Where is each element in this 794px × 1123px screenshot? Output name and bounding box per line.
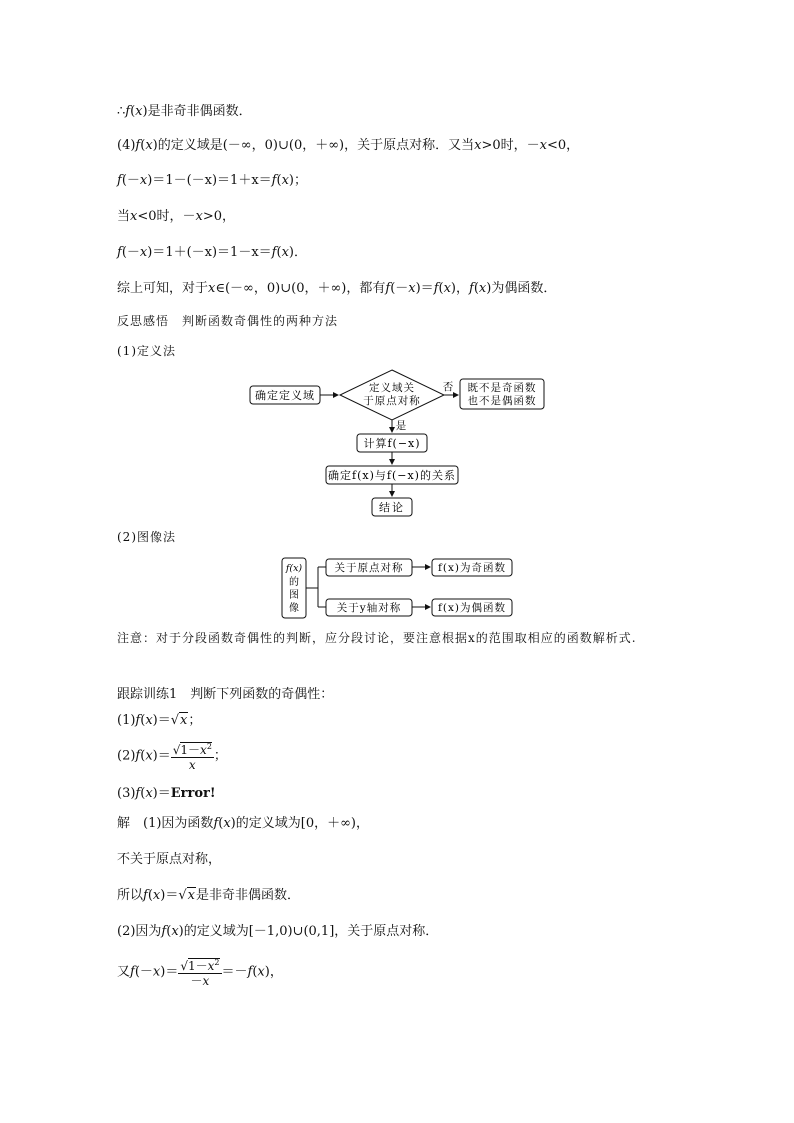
note-paragraph: 注意：对于分段函数奇偶性的判断，应分段讨论，要注意根据x的范围取相应的函数解析式. (117, 631, 637, 645)
exercise-q3: (3)f(x)＝Error! (117, 786, 216, 801)
method-definition-label: (1)定义法 (117, 344, 176, 358)
svg-text:像: 像 (289, 603, 299, 614)
line-equation-2: f(－x)＝1＋(－x)＝1－x＝f(x)． (117, 245, 307, 260)
line-conclusion-3: ∴f(x)是非奇非偶函数． (117, 104, 252, 119)
exercise-q2: (2)f(x)＝ $\frac{√1-x^2}{x}$ ； (117, 742, 227, 772)
line-case-2: 当x<0时，－x>0， (117, 209, 236, 224)
svg-text:也不是偶函数: 也不是偶函数 (467, 395, 537, 407)
line-summary: 综上可知，对于x∈(－∞，0)∪(0，＋∞)，都有f(－x)＝f(x)，f(x)为偶函数． (117, 281, 557, 296)
line-part-4: (4)f(x)的定义域是(－∞，0)∪(0，＋∞)，关于原点对称．又当x>0时，－x<0， (117, 138, 580, 153)
svg-text:既不是奇函数: 既不是奇函数 (467, 382, 537, 394)
exercise-title: 跟踪训练1 判断下列函数的奇偶性： (117, 687, 334, 702)
svg-text:关于原点对称: 关于原点对称 (334, 562, 404, 574)
definition-flowchart (240, 366, 550, 518)
solution-line-2: 不关于原点对称， (117, 852, 222, 867)
flow-yes-label: 是 (395, 420, 407, 432)
svg-text:f(x)为偶函数: f(x)为偶函数 (437, 602, 507, 614)
solution-line-1: 解 (1)因为函数f(x)的定义域为[0，＋∞)， (117, 816, 369, 831)
solution-line-3: 所以f(x)＝√x是非奇非偶函数． (117, 888, 300, 903)
svg-text:结论: 结论 (379, 501, 405, 514)
svg-text:f(x): f(x) (285, 563, 303, 574)
svg-text:图: 图 (289, 590, 299, 601)
reflection-title: 反思感悟 判断函数奇偶性的两种方法 (117, 314, 339, 328)
solution-line-5: 又f(－x)＝ $\frac{√1-x^2}{-x}$ ＝－f(x)， (117, 958, 283, 988)
graph-flowchart (280, 556, 520, 620)
exercise-q1: (1)f(x)＝√x； (117, 713, 202, 728)
svg-text:定义域关: 定义域关 (369, 382, 415, 394)
svg-text:关于y轴对称: 关于y轴对称 (336, 602, 402, 614)
svg-text:于原点对称: 于原点对称 (363, 395, 421, 407)
svg-text:的: 的 (289, 577, 299, 588)
svg-text:确定f(x)与f(−x)的关系: 确定f(x)与f(−x)的关系 (328, 469, 456, 482)
flow-box-domain-text: 确定定义域 (255, 389, 315, 402)
line-equation-1: f(－x)＝1－(－x)＝1＋x＝f(x)； (117, 173, 307, 188)
svg-text:f(x)为奇函数: f(x)为奇函数 (437, 562, 507, 574)
svg-text:计算f(−x): 计算f(−x) (363, 437, 421, 450)
solution-line-4: (2)因为f(x)的定义域为[－1,0)∪(0,1]，关于原点对称． (117, 924, 439, 939)
flow-no-label: 否 (442, 381, 454, 393)
method-graph-label: (2)图像法 (117, 530, 176, 544)
